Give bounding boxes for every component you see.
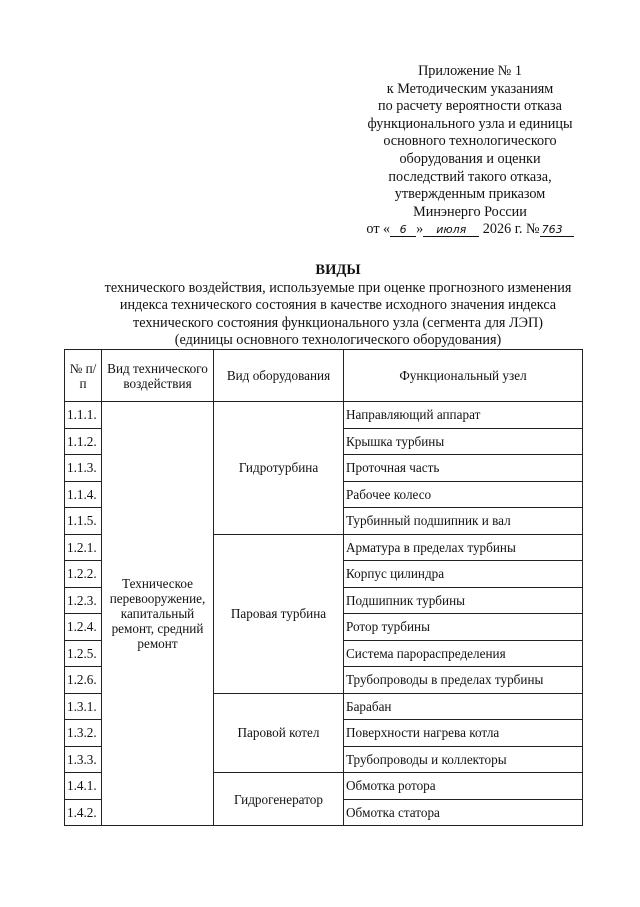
date-mid: »	[416, 221, 424, 238]
row-number: 1.1.5.	[65, 508, 102, 535]
order-number-handwritten: 763	[540, 223, 574, 237]
row-number: 1.2.6.	[65, 667, 102, 694]
equipment-type-cell: Паровой котел	[214, 693, 344, 773]
title-line: технического воздействия, используемые при оценке прогнозного изменения	[104, 280, 572, 297]
date-month-handwritten: июля	[423, 223, 479, 237]
appendix-line: Минэнерго России	[413, 203, 527, 220]
date-year: 2026 г. №	[482, 221, 540, 238]
appendix-line: Приложение № 1	[418, 63, 522, 79]
row-number: 1.1.2.	[65, 428, 102, 455]
appendix-line: основного технологического	[383, 133, 557, 150]
date-day-handwritten: 6	[390, 223, 416, 237]
functional-unit-cell: Обмотка статора	[344, 799, 583, 826]
row-number: 1.1.4.	[65, 481, 102, 508]
functional-unit-cell: Система парораспределения	[344, 640, 583, 667]
functional-unit-cell: Крышка турбины	[344, 428, 583, 455]
row-number: 1.3.1.	[65, 693, 102, 720]
date-prefix: от «	[366, 221, 391, 238]
row-number: 1.4.2.	[65, 799, 102, 826]
header-equipment: Вид оборудования	[214, 350, 344, 402]
appendix-line: утвержденным приказом	[394, 186, 546, 203]
functional-unit-cell: Подшипник турбины	[344, 587, 583, 614]
functional-unit-cell: Рабочее колесо	[344, 481, 583, 508]
functional-unit-cell: Корпус цилиндра	[344, 561, 583, 588]
appendix-line: функционального узла и единицы	[367, 115, 573, 132]
functional-unit-cell: Ротор турбины	[344, 614, 583, 641]
functional-unit-cell: Трубопроводы и коллекторы	[344, 746, 583, 773]
title-line: индекса технического состояния в качестве исходного значения индекса	[119, 297, 557, 314]
row-number: 1.3.3.	[65, 746, 102, 773]
appendix-header	[340, 63, 600, 239]
appendix-date-line	[340, 221, 600, 239]
equipment-type-cell: Гидрогенератор	[214, 773, 344, 826]
row-number: 1.2.3.	[65, 587, 102, 614]
row-number: 1.4.1.	[65, 773, 102, 800]
document-title	[60, 262, 616, 349]
functional-unit-cell: Барабан	[344, 693, 583, 720]
appendix-line: по расчету вероятности отказа	[378, 98, 562, 115]
functional-unit-cell: Трубопроводы в пределах турбины	[344, 667, 583, 694]
header-impact: Вид технического воздействия	[102, 350, 214, 402]
equipment-type-cell: Гидротурбина	[214, 402, 344, 535]
row-number: 1.2.5.	[65, 640, 102, 667]
functional-unit-cell: Проточная часть	[344, 455, 583, 482]
header-unit: Функциональный узел	[344, 350, 583, 402]
functional-unit-cell: Турбинный подшипник и вал	[344, 508, 583, 535]
impact-types-table	[64, 349, 583, 826]
row-number: 1.2.4.	[65, 614, 102, 641]
header-num: № п/п	[65, 350, 102, 402]
row-number: 1.3.2.	[65, 720, 102, 747]
row-number: 1.2.1.	[65, 534, 102, 561]
table-header-row	[65, 350, 583, 402]
functional-unit-cell: Поверхности нагрева котла	[344, 720, 583, 747]
functional-unit-cell: Обмотка ротора	[344, 773, 583, 800]
equipment-type-cell: Паровая турбина	[214, 534, 344, 693]
appendix-line: к Методическим указаниям	[386, 80, 554, 97]
title-main: ВИДЫ	[315, 262, 361, 278]
functional-unit-cell: Арматура в пределах турбины	[344, 534, 583, 561]
row-number: 1.1.1.	[65, 402, 102, 429]
appendix-line: последствий такого отказа,	[388, 168, 552, 185]
functional-unit-cell: Направляющий аппарат	[344, 402, 583, 429]
row-number: 1.1.3.	[65, 455, 102, 482]
table-row	[65, 402, 583, 429]
title-line: (единицы основного технологического оборудования)	[174, 331, 502, 348]
impact-type-cell: Техническое перевооружение, капитальный ремонт, средний ремонт	[102, 402, 214, 826]
title-line: технического состояния функционального узла (сегмента для ЛЭП)	[133, 314, 543, 331]
row-number: 1.2.2.	[65, 561, 102, 588]
table-body	[65, 402, 583, 826]
appendix-line: оборудования и оценки	[399, 150, 541, 167]
